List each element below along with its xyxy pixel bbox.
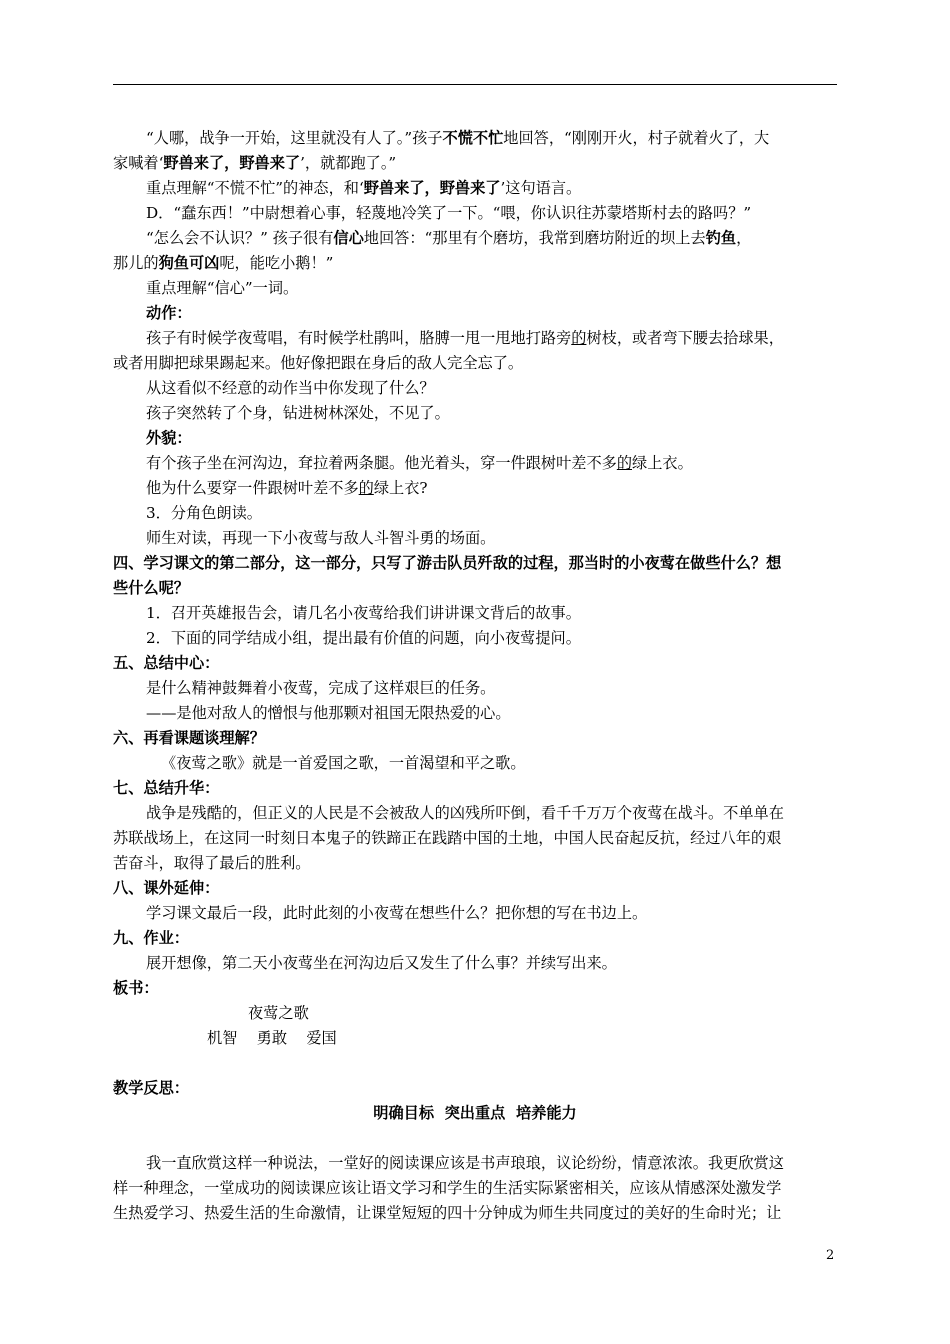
section-heading: 九、作业： — [113, 929, 189, 947]
text-line: 从这看似不经意的动作当中你发现了什么？ — [146, 379, 435, 397]
section-heading: 教学反思： — [113, 1079, 189, 1097]
text-line: 那儿的狗鱼可凶呢，能吃小鹅！” — [113, 254, 334, 272]
reflection-title: 明确目标 突出重点 培养能力 — [373, 1104, 577, 1122]
text-line: 他为什么要穿一件跟树叶差不多的绿上衣? — [146, 479, 428, 497]
section-heading: 六、再看课题谈理解？ — [113, 729, 265, 747]
text-line: 孩子有时候学夜莺唱，有时候学杜鹃叫，胳膊一甩一甩地打路旁的树枝，或者弯下腰去拾球果， — [146, 329, 784, 347]
section-heading: 四、学习课文的第二部分，这一部分，只写了游击队员歼敌的过程，那当时的小夜莺在做些什么？想 — [113, 554, 782, 572]
text-line: 样一种理念，一堂成功的阅读课应该让语文学习和学生的生活实际紧密相关，应该从情感深处激发学 — [113, 1179, 782, 1197]
text-line: 师生对读，再现一下小夜莺与敌人斗智斗勇的场面。 — [146, 529, 496, 547]
text-line: 我一直欣赏这样一种说法，一堂好的阅读课应该是书声琅琅，议论纷纷，情意浓浓。我更欣赏这 — [146, 1154, 784, 1172]
section-heading: 七、总结升华： — [113, 779, 220, 797]
text-line: ——是他对敌人的憎恨与他那颗对祖国无限热爱的心。 — [146, 704, 511, 722]
text-line: 是什么精神鼓舞着小夜莺，完成了这样艰巨的任务。 — [146, 679, 496, 697]
section-heading: 五、总结中心： — [113, 654, 220, 672]
blackboard-keywords: 机智 勇敢 爱国 — [207, 1029, 337, 1047]
text-line: 3．分角色朗读。 — [146, 504, 262, 522]
text-line: 重点理解“不慌不忙”的神态，和‘野兽来了，野兽来了’这句语言。 — [146, 179, 582, 197]
text-line: 生热爱学习、热爱生活的生命激情，让课堂短短的四十分钟成为师生共同度过的美好的生命时光；让 — [113, 1204, 782, 1222]
text-line: 战争是残酷的，但正义的人民是不会被敌人的凶残所吓倒，看千千万万个夜莺在战斗。不单单在 — [146, 804, 784, 822]
page-number: 2 — [826, 1248, 835, 1263]
text-line: “怎么会不认识？” 孩子很有信心地回答：“那里有个磨坊，我常到磨坊附近的坝上去钓鱼， — [146, 229, 752, 247]
text-line: 《夜莺之歌》就是一首爱国之歌，一首渴望和平之歌。 — [161, 754, 526, 772]
text-line: 苦奋斗，取得了最后的胜利。 — [113, 854, 311, 872]
text-line: 重点理解“信心”一词。 — [146, 279, 299, 297]
section-heading: 八、课外延伸： — [113, 879, 220, 897]
text-line: D．“蠢东西！”中尉想着心事，轻蔑地冷笑了一下。“喂，你认识往苏蒙塔斯村去的路吗？” — [146, 204, 752, 222]
section-label: 外貌： — [146, 429, 192, 447]
text-line: 1．召开英雄报告会，请几名小夜莺给我们讲讲课文背后的故事。 — [146, 604, 581, 622]
header-rule — [113, 84, 837, 85]
text-line: 苏联战场上，在这同一时刻日本鬼子的铁蹄正在践踏中国的土地，中国人民奋起反抗，经过八年的艰 — [113, 829, 782, 847]
text-line: 或者用脚把球果踢起来。他好像把跟在身后的敌人完全忘了。 — [113, 354, 524, 372]
text-line: 2．下面的同学结成小组，提出最有价值的问题，向小夜莺提问。 — [146, 629, 581, 647]
text-line: 有个孩子坐在河沟边，耷拉着两条腿。他光着头，穿一件跟树叶差不多的绿上衣。 — [146, 454, 693, 472]
text-line: 孩子突然转了个身，钻进树林深处，不见了。 — [146, 404, 450, 422]
text-line: 展开想像，第二天小夜莺坐在河沟边后又发生了什么事？并续写出来。 — [146, 954, 617, 972]
section-label: 动作： — [146, 304, 192, 322]
text-line: 学习课文最后一段，此时此刻的小夜莺在想些什么？把你想的写在书边上。 — [146, 904, 648, 922]
text-line: 家喊着‘野兽来了，野兽来了’，就都跑了。” — [113, 154, 397, 172]
section-heading: 板书： — [113, 979, 159, 997]
section-heading: 些什么呢？ — [113, 579, 189, 597]
text-line: “人哪，战争一开始，这里就没有人了。”孩子不慌不忙地回答，“刚刚开火，村子就着火了，大 — [146, 129, 770, 147]
blackboard-title: 夜莺之歌 — [248, 1004, 309, 1022]
